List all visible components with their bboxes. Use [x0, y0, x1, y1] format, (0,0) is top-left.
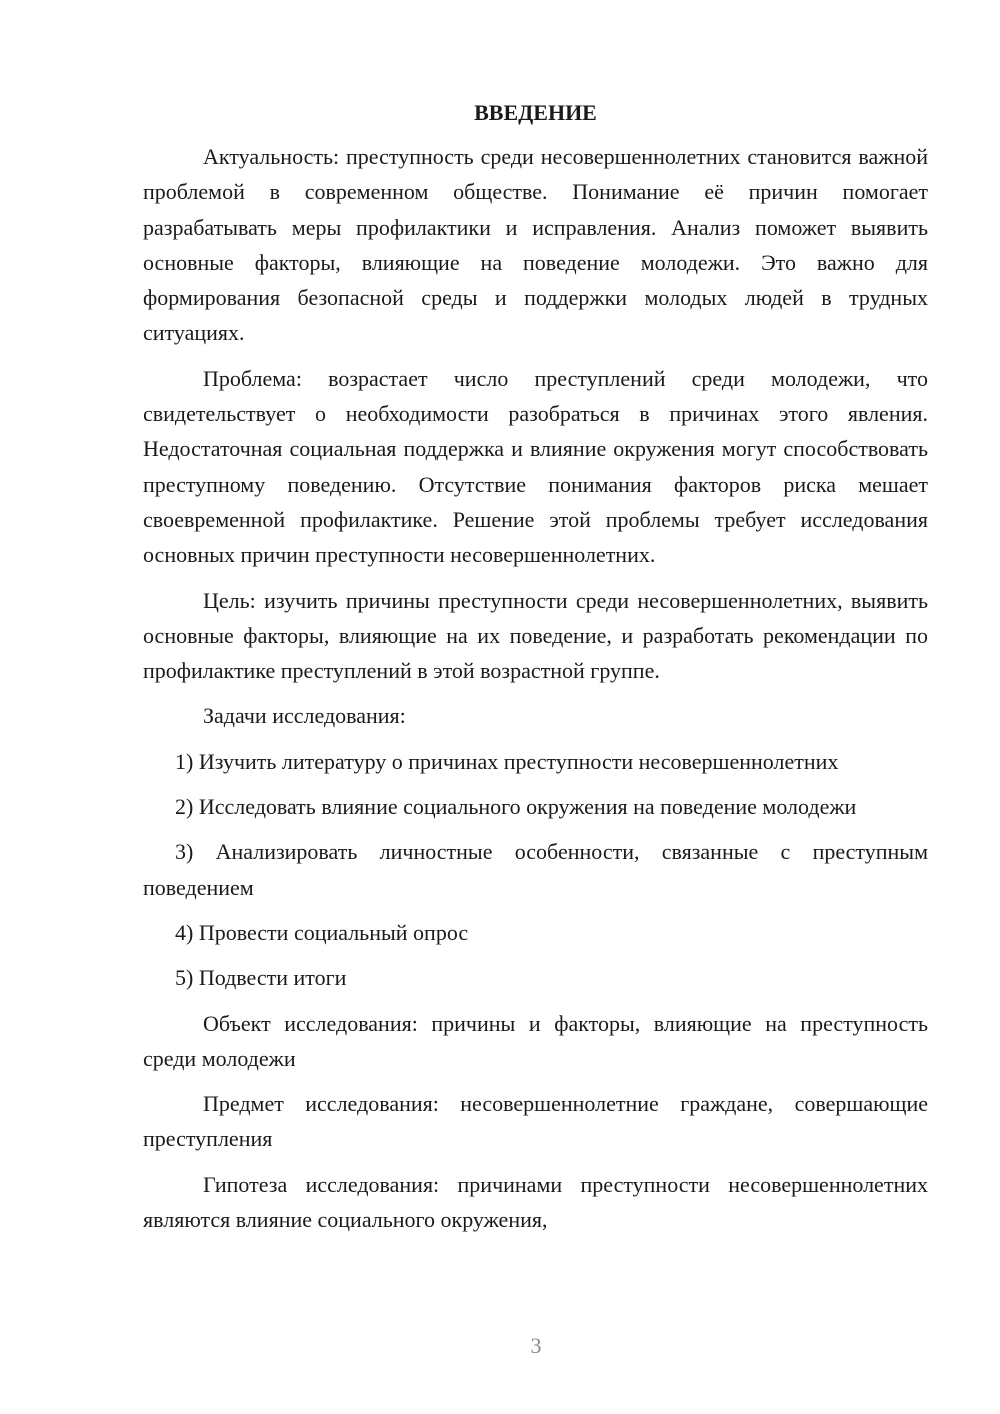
hypothesis-paragraph: Гипотеза исследования: причинами преступности несовершеннолетних являются влияние социального окружения, [143, 1171, 928, 1233]
goal-paragraph: Цель: изучить причины преступности среди несовершеннолетних, выявить основные факторы, влияющие на их поведение, и разработать рекомендации по профилактике преступлений в этой возрастной группе. [143, 587, 928, 684]
task-item-5: 5) Подвести итоги [175, 965, 347, 991]
object-paragraph: Объект исследования: причины и факторы, влияющие на преступность среди молодежи [143, 1010, 928, 1071]
section-title: ВВЕДЕНИЕ [474, 100, 597, 125]
document-body [143, 95, 928, 1247]
page-number: 3 [530, 1333, 542, 1358]
subject-paragraph: Предмет исследования: несовершеннолетние граждане, совершающие преступления [143, 1091, 928, 1152]
problem-paragraph: Проблема: возрастает число преступлений среди молодежи, что свидетельствует о необходимости разобраться в причинах этого явления. Недостаточная социальная поддержка и влияние окружения могут способствовать преступному поведению. Отсутствие понимания факторов риска мешает своевременной профилактике. Решение этой проблемы требует исследования основных причин преступности несовершеннолетних. [143, 365, 928, 568]
task-item-3: 3) Анализировать личностные особенности, связанные с преступным поведением [143, 839, 928, 900]
relevance-paragraph: Актуальность: преступность среди несовершеннолетних становится важной проблемой в современном обществе. Понимание её причин помогает разрабатывать меры профилактики и исправления. Анализ поможет выявить основные факторы, влияющие на поведение молодежи. Это важно для формирования безопасной среды и поддержки молодых людей в трудных ситуациях. [143, 144, 928, 346]
task-item-1: 1) Изучить литературу о причинах преступности несовершеннолетних [175, 748, 839, 774]
task-item-2: 2) Исследовать влияние социального окружения на поведение молодежи [175, 794, 857, 820]
task-item-4: 4) Провести социальный опрос [175, 919, 469, 945]
tasks-heading: Задачи исследования: [203, 703, 406, 729]
